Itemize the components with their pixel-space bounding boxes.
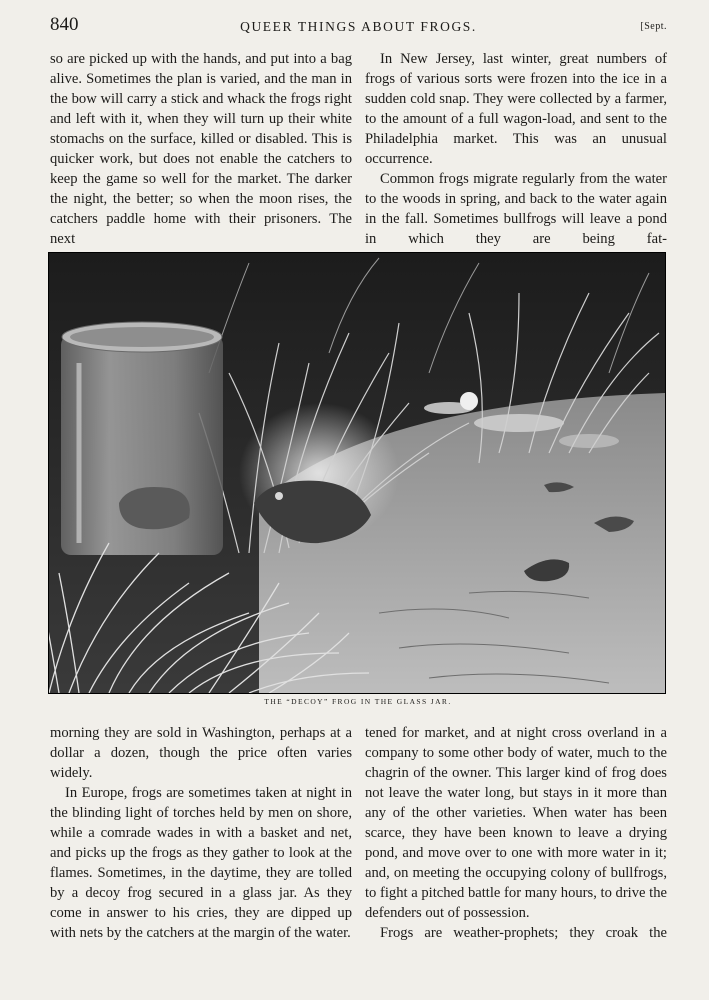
page-number: 840 (50, 14, 79, 35)
frog-illustration (48, 252, 666, 694)
figure-caption: THE “DECOY” FROG IN THE GLASS JAR. (264, 697, 452, 706)
pond-scene (49, 253, 665, 693)
lily-pad (474, 414, 564, 432)
top-right-column (365, 49, 667, 249)
paragraph: In New Jersey, last winter, great numbers of frogs of various sorts were frozen into the ice in a sudden cold snap. They were collected by a farmer, to the amount of a full wagon-load, and sent to the Philadelphia market. This was an unusual occurrence. (365, 51, 667, 167)
issue-month: [Sept. (640, 21, 667, 32)
bottom-right-column (365, 723, 667, 943)
paragraph: so are picked up with the hands, and put into a bag alive. Sometimes the plan is varied, and the man in the bow will carry a stick and whack the frogs right and left with it, when they will turn up their white stomachs on the surface, killed or disabled. This is quicker work, but does not enable the catchers to keep the game so well for the market. The darker the night, the better; so when the moon rises, the catchers paddle home with their prisoners. The next (50, 51, 352, 247)
paragraph: Common frogs migrate regularly from the water to the woods in spring, and back to the water again in the fall. Sometimes bullfrogs will leave a pond in which they are being fat- (365, 171, 667, 247)
paragraph: In Europe, frogs are sometimes taken at night in the blinding light of torches held by men on shore, while a comrade wades in with a basket and net, and picks up the frogs as they gather to look at the flames. Sometimes, in the daytime, they are tolled by a decoy frog secured in a glass jar. As they come in answer to his cries, they are dipped up with nets by the catchers at the margin of the water. (50, 785, 352, 941)
bottom-left-column (50, 723, 352, 943)
page-header (50, 14, 667, 40)
water-lily-flower (460, 392, 478, 410)
lily-pad (559, 434, 619, 448)
paragraph: Frogs are weather-prophets; they croak the (380, 925, 667, 941)
decoy-frog-in-jar (119, 487, 190, 529)
running-head: QUEER THINGS ABOUT FROGS. (240, 19, 477, 34)
paragraph: tened for market, and at night cross overland in a company to some other body of water, much to the chagrin of the owner. This larger kind of frog does not leave the water long, but stays in it more than any of the other varieties. When water has been scarce, they have been known to leave a drying pond, and move over to one with more water in it; and, on meeting the occupying colony of bullfrogs, to fight a pitched battle for many hours, to drive the defenders out of possession. (365, 725, 667, 921)
top-left-column (50, 49, 352, 249)
paragraph: morning they are sold in Washington, perhaps at a dollar a dozen, though the price often varies widely. (50, 725, 352, 781)
